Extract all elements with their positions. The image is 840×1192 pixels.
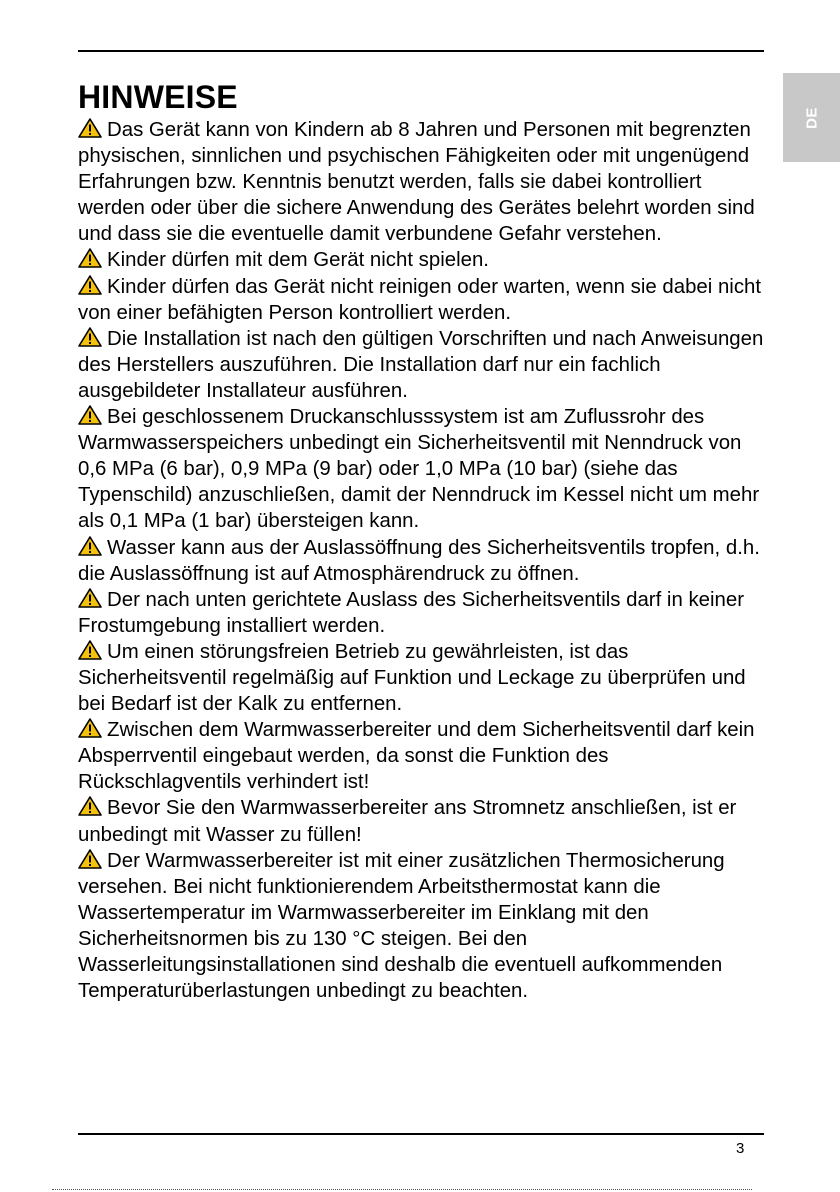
- note-text: Der nach unten gerichtete Auslass des Sicherheitsventils darf in keiner Frostumgebung installiert werden.: [78, 588, 744, 637]
- note-text: Wasser kann aus der Auslassöffnung des Sicherheitsventils tropfen, d.h. die Auslassöffnung ist auf Atmosphärendruck zu öffnen.: [78, 536, 760, 585]
- warning-triangle-icon: [78, 588, 102, 608]
- note-text: Bevor Sie den Warmwasserbereiter ans Stromnetz anschließen, ist er unbedingt mit Wasser zu füllen!: [78, 797, 737, 846]
- note-item: [78, 274, 768, 326]
- note-text: Kinder dürfen das Gerät nicht reinigen oder warten, wenn sie dabei nicht von einer befähigten Person kontrolliert werden.: [78, 275, 762, 324]
- note-item: [78, 535, 768, 587]
- warning-triangle-icon: [78, 849, 102, 869]
- note-text: Das Gerät kann von Kindern ab 8 Jahren und Personen mit begrenzten physischen, sinnlichen und psychischen Fähigkeiten oder mit ungenügend Erfahrungen bzw. Kenntnis benutzt werden, falls sie dabei kontrolliert werden oder über die sichere Anwendung des Gerätes belehrt worden sind und dass sie die eventuelle damit verbundene Gefahr verstehen.: [78, 119, 755, 246]
- note-text: Um einen störungsfreien Betrieb zu gewährleisten, ist das Sicherheitsventil regelmäßig auf Funktion und Leckage zu überprüfen und bei Bedarf ist der Kalk zu entfernen.: [78, 640, 746, 716]
- warning-triangle-icon: [78, 718, 102, 738]
- warning-triangle-icon: [78, 405, 102, 425]
- note-item: [78, 639, 768, 717]
- page-title: HINWEISE: [78, 79, 238, 115]
- note-item: [78, 247, 768, 273]
- language-tab: [783, 73, 840, 162]
- note-item: [78, 404, 768, 534]
- note-text: Die Installation ist nach den gültigen Vorschriften und nach Anweisungen des Herstellers auszuführen. Die Installation darf nur ein fachlich ausgebildeter Installateur ausführen.: [78, 327, 764, 402]
- warning-triangle-icon: [78, 640, 102, 660]
- notes-section: [78, 77, 768, 1004]
- warning-triangle-icon: [78, 248, 102, 268]
- warning-triangle-icon: [78, 118, 102, 138]
- note-item: [78, 717, 768, 795]
- top-rule: [78, 50, 764, 52]
- warning-triangle-icon: [78, 327, 102, 347]
- note-item: [78, 795, 768, 847]
- warning-triangle-icon: [78, 796, 102, 816]
- note-item: [78, 117, 768, 247]
- warning-triangle-icon: [78, 275, 102, 295]
- bottom-rule: [78, 1133, 764, 1135]
- note-item: [78, 848, 768, 1005]
- warning-triangle-icon: [78, 536, 102, 556]
- language-tab-label: DE: [803, 106, 820, 129]
- note-text: Kinder dürfen mit dem Gerät nicht spielen.: [107, 249, 489, 272]
- note-text: Bei geschlossenem Druckanschlusssystem ist am Zuflussrohr des Warmwasserspeichers unbedingt ein Sicherheitsventil mit Nenndruck von 0,6 MPa (6 bar), 0,9 MPa (9 bar) oder 1,0 MPa (10 bar) (siehe das Typenschild) anzuschließen, damit der Nenndruck im Kessel nicht um mehr als 0,1 MPa (1 bar) übersteigen kann.: [78, 406, 760, 533]
- note-text: Zwischen dem Warmwasserbereiter und dem Sicherheitsventil darf kein Absperrventil eingebaut werden, da sonst die Funktion des Rückschlagventils verhindert ist!: [78, 719, 755, 794]
- note-text: Der Warmwasserbereiter ist mit einer zusätzlichen Thermosicherung versehen. Bei nicht funktionierendem Arbeitsthermostat kann die Wassertemperatur im Warmwasserbereiter im Einklang mit den Sicherheitsnormen bis zu 130 °C steigen. Bei den Wasserleitungsinstallationen sind deshalb die eventuell aufkommenden Temperaturüberlastungen unbedingt zu beachten.: [78, 849, 725, 1003]
- page-edge-line: [52, 1189, 752, 1191]
- note-item: [78, 326, 768, 404]
- page-number: 3: [736, 1140, 745, 1157]
- note-item: [78, 587, 768, 639]
